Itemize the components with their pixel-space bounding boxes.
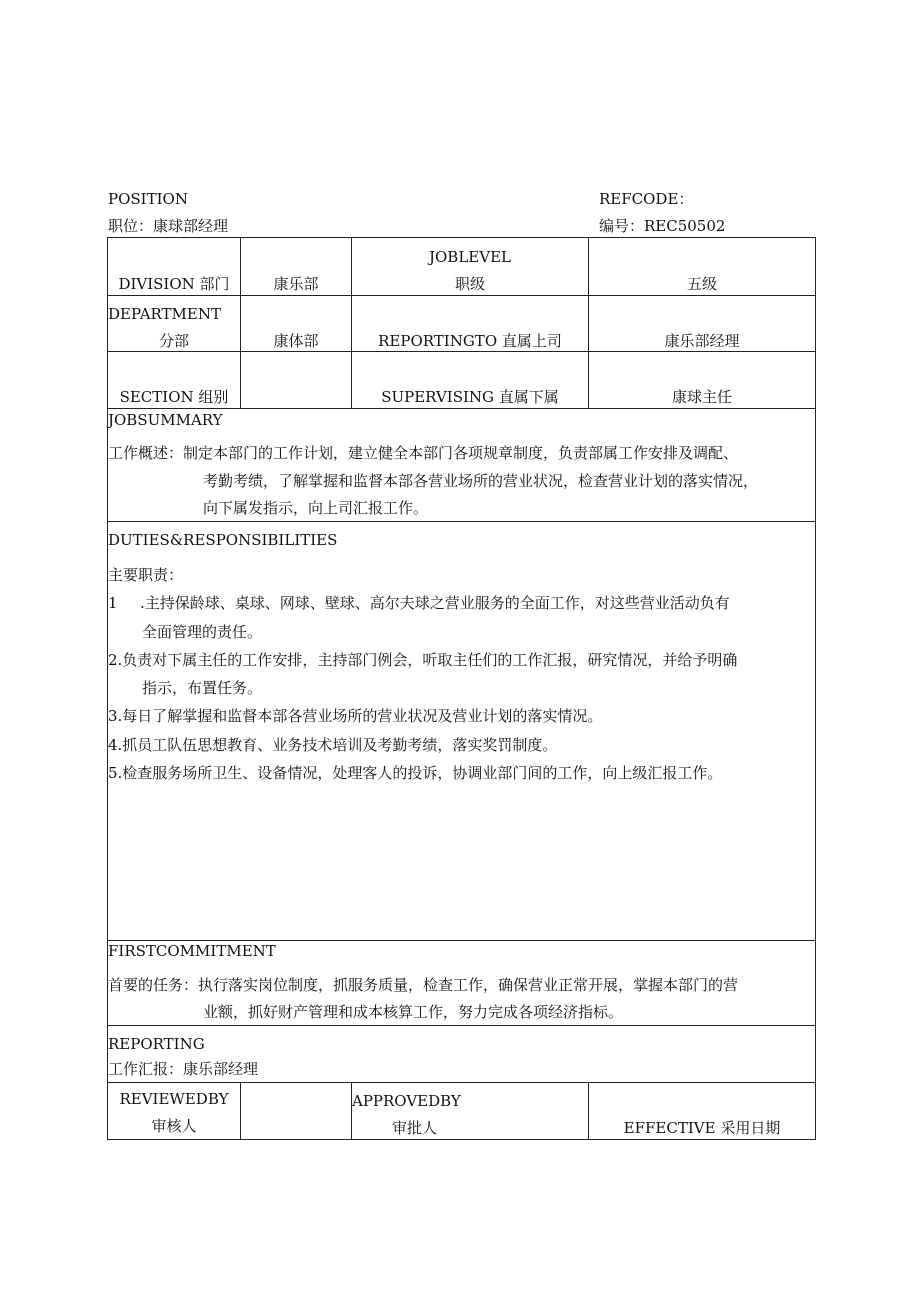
table-row-divider — [107, 295, 816, 296]
refcode-label-en: REFCODE： — [599, 190, 694, 208]
table-row-divider — [107, 408, 816, 409]
reporting-title: REPORTING — [108, 1035, 205, 1053]
reporting-to-value: 康乐部经理 — [664, 332, 740, 350]
table-row-divider — [107, 521, 816, 522]
refcode-label-cn: 编号：REC50502 — [599, 217, 726, 235]
table-border-bottom — [107, 1139, 816, 1140]
column-divider — [240, 237, 241, 408]
first-commitment-title: FIRSTCOMMITMENT — [108, 942, 276, 960]
joblevel-label-cn: 职级 — [454, 275, 485, 293]
position-label-en: POSITION — [108, 190, 188, 208]
department-value: 康体部 — [273, 332, 319, 350]
joblevel-label-en: JOBLEVEL — [429, 248, 511, 266]
department-label-cn: 分部 — [158, 332, 189, 350]
duties-title: DUTIES&RESPONSIBILITIES — [108, 531, 338, 549]
job-summary-line: 工作概述：制定本部门的工作计划，建立健全本部门各项规章制度，负责部属工作安排及调配、 — [108, 444, 739, 462]
joblevel-value: 五级 — [686, 275, 717, 293]
table-row-divider — [107, 1082, 816, 1083]
reporting-to-label: REPORTINGTO 直属上司 — [378, 332, 562, 350]
duty-item: .主持保龄球、桌球、网球、壁球、高尔夫球之营业服务的全面工作，对这些营业活动负有 — [140, 594, 730, 612]
table-border-top — [107, 237, 816, 238]
duty-item: 指示，布置任务。 — [142, 679, 263, 697]
first-commitment-line: 首要的任务：执行落实岗位制度，抓服务质量，检查工作，确保营业正常开展，掌握本部门的营 — [108, 976, 739, 994]
job-summary-line: 考勤考绩，了解掌握和监督本部各营业场所的营业状况，检查营业计划的落实情况， — [203, 472, 759, 490]
table-border-left — [107, 237, 108, 1140]
approved-by-label-cn: 审批人 — [392, 1119, 438, 1137]
table-border-right — [815, 237, 816, 1140]
supervising-label: SUPERVISING 直属下属 — [381, 388, 559, 406]
table-row-divider — [107, 351, 816, 352]
duty-item: 3.每日了解掌握和监督本部各营业场所的营业状况及营业计划的落实情况。 — [108, 707, 603, 725]
effective-date-label: EFFECTIVE 采用日期 — [623, 1119, 781, 1137]
reviewed-by-label-cn: 审核人 — [151, 1117, 197, 1135]
column-divider — [588, 237, 589, 408]
approved-by-label-en: APPROVEDBY — [352, 1092, 461, 1110]
duties-subtitle: 主要职责： — [108, 566, 184, 584]
duty-item: 5.检查服务场所卫生、设备情况，处理客人的投诉，协调业部门间的工作，向上级汇报工作。 — [108, 764, 723, 782]
reporting-line: 工作汇报：康乐部经理 — [108, 1060, 259, 1078]
table-row-divider — [107, 1025, 816, 1026]
division-label: DIVISION 部门 — [118, 275, 230, 293]
division-value: 康乐部 — [273, 275, 319, 293]
department-label-en: DEPARTMENT — [108, 305, 221, 323]
first-commitment-line: 业额，抓好财产管理和成本核算工作，努力完成各项经济指标。 — [203, 1003, 624, 1021]
duty-item: 全面管理的责任。 — [142, 623, 263, 641]
reviewed-by-label-en: REVIEWEDBY — [119, 1090, 229, 1108]
section-label: SECTION 组别 — [119, 388, 229, 406]
duty-item: 2.负责对下属主任的工作安排，主持部门例会，听取主任们的工作汇报，研究情况，并给予明确 — [108, 651, 738, 669]
column-divider — [240, 1082, 241, 1139]
job-summary-line: 向下属发指示，向上司汇报工作。 — [203, 499, 429, 517]
job-summary-title: JOBSUMMARY — [108, 411, 223, 429]
position-label-cn: 职位：康球部经理 — [108, 217, 229, 235]
duty-item-number: 1 — [108, 594, 118, 612]
duty-item: 4.抓员工队伍思想教育、业务技术培训及考勤考绩，落实奖罚制度。 — [108, 736, 558, 754]
supervising-value: 康球主任 — [671, 388, 732, 406]
